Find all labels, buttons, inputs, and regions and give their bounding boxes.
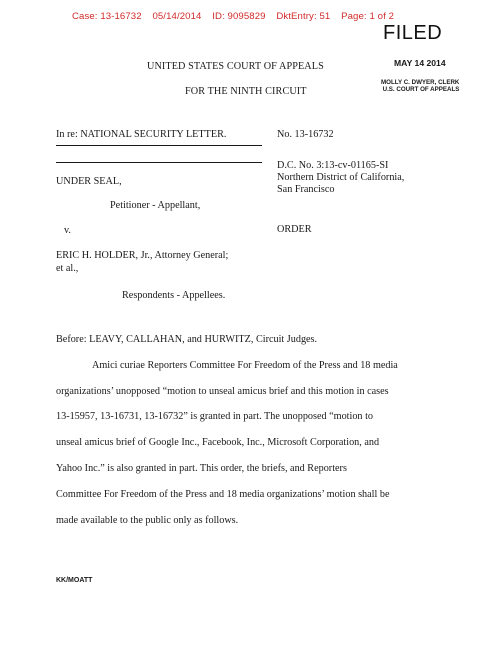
caption-respondents-role: Respondents - Appellees. (122, 290, 226, 301)
filed-date: MAY 14 2014 (394, 58, 446, 68)
filing-header (72, 11, 402, 22)
clerk-name: MOLLY C. DWYER, CLERK (381, 79, 460, 86)
caption-respondent-etal: et al., (56, 263, 79, 274)
filing-date-header: 05/14/2014 (152, 11, 202, 22)
document-id-header: ID: 9095829 (212, 11, 266, 22)
court-title-line1: UNITED STATES COURT OF APPEALS (147, 61, 324, 72)
clerk-court: U.S. COURT OF APPEALS (382, 85, 460, 93)
case-number-header: Case: 13-16732 (72, 11, 142, 22)
district-court-city: San Francisco (277, 184, 335, 195)
paragraph-line: made available to the public only as follows. (56, 515, 239, 526)
court-title-line2: FOR THE NINTH CIRCUIT (185, 86, 307, 97)
document-type-order: ORDER (277, 224, 312, 235)
caption-petitioner-role: Petitioner - Appellant, (110, 200, 201, 211)
paragraph-line: Committee For Freedom of the Press and 18 media organizations’ motion shall be (56, 489, 390, 500)
paragraph-line: Yahoo Inc.” is also granted in part. This order, the briefs, and Reporters (56, 463, 347, 474)
docket-entry-header: DktEntry: 51 (276, 11, 331, 22)
district-court-number: D.C. No. 3:13-cv-01165-SI (277, 160, 389, 171)
paragraph-line: Amici curiae Reporters Committee For Freedom of the Press and 18 media (92, 360, 398, 371)
caption-in-re: In re: NATIONAL SECURITY LETTER. (56, 129, 227, 140)
filed-stamp: FILED (383, 22, 443, 44)
district-court-name: Northern District of California, (277, 172, 405, 183)
paragraph-line: unseal amicus brief of Google Inc., Facebook, Inc., Microsoft Corporation, and (56, 437, 380, 448)
staff-code: KK/MOATT (56, 577, 93, 584)
paragraph-line: 13-15957, 13-16731, 13-16732” is granted in part. The unopposed “motion to (56, 411, 373, 422)
paragraph-line: organizations’ unopposed “motion to unseal amicus brief and this motion in cases (56, 386, 389, 397)
caption-rule-top (56, 145, 262, 146)
caption-versus: v. (64, 225, 71, 236)
clerk-stamp (381, 80, 459, 93)
page-count-header: Page: 1 of 2 (341, 11, 395, 22)
caption-rule-bottom (56, 162, 262, 163)
caption-respondent-name: ERIC H. HOLDER, Jr., Attorney General; (56, 250, 229, 261)
caption-under-seal: UNDER SEAL, (56, 176, 122, 187)
case-number: No. 13-16732 (277, 129, 334, 140)
panel-judges: Before: LEAVY, CALLAHAN, and HURWITZ, Circuit Judges. (56, 334, 318, 345)
